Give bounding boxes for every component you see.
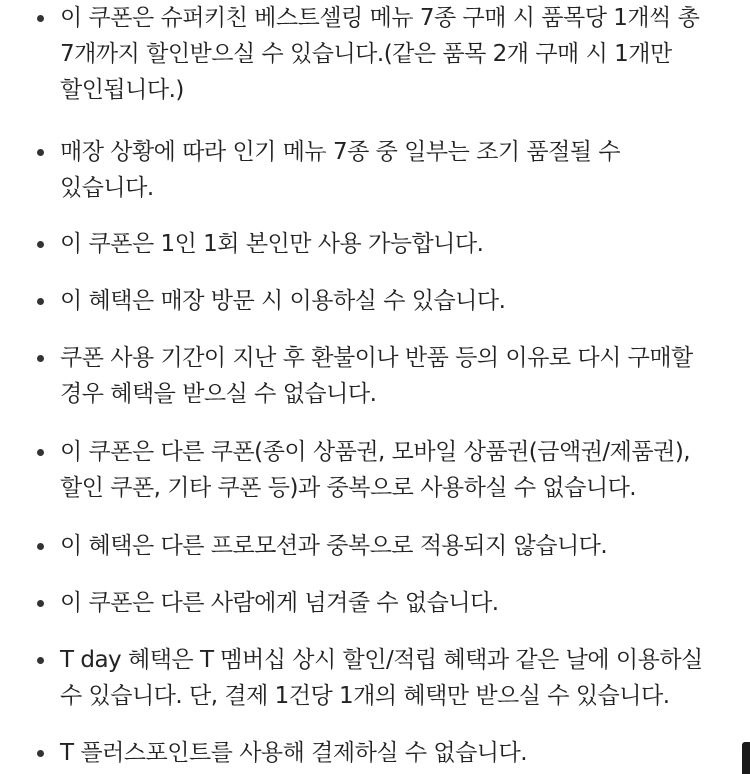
notice-item xyxy=(0,283,505,319)
bullet-icon xyxy=(37,543,44,550)
notice-text: 매장 상황에 따라 인기 메뉴 7종 중 일부는 조기 품절될 수 있습니다. xyxy=(60,139,621,201)
scrollbar-thumb[interactable] xyxy=(742,742,750,774)
notice-item xyxy=(0,0,712,108)
bullet-icon xyxy=(37,355,44,362)
notice-text: 쿠폰 사용 기간이 지난 후 환불이나 반품 등의 이유로 다시 구매할 경우 혜택을 받으실 수 없습니다. xyxy=(60,345,693,407)
notice-item xyxy=(0,340,712,412)
bullet-icon xyxy=(37,241,44,248)
notice-item xyxy=(0,226,483,262)
bullet-icon xyxy=(37,449,44,456)
notice-item xyxy=(0,642,712,714)
notice-item xyxy=(0,528,607,564)
notice-item xyxy=(0,585,499,621)
notice-text: 이 쿠폰은 슈퍼키친 베스트셀링 메뉴 7종 구매 시 품목당 1개씩 총 7개까지 할인받으실 수 있습니다.(같은 품목 2개 구매 시 1개만 할인됩니다.) xyxy=(60,5,700,103)
bullet-icon xyxy=(37,298,44,305)
bullet-icon xyxy=(37,149,44,156)
bullet-icon xyxy=(37,657,44,664)
notice-text: T 플러스포인트를 사용해 결제하실 수 없습니다. xyxy=(60,740,528,766)
bullet-icon xyxy=(37,600,44,607)
notice-text: 이 쿠폰은 다른 쿠폰(종이 상품권, 모바일 상품권(금액권/제품권), 할인 쿠폰, 기타 쿠폰 등)과 중복으로 사용하실 수 없습니다. xyxy=(60,439,691,501)
notice-text: 이 쿠폰은 1인 1회 본인만 사용 가능합니다. xyxy=(60,231,484,257)
notice-text: 이 혜택은 다른 프로모션과 중복으로 적용되지 않습니다. xyxy=(60,533,608,559)
notice-item xyxy=(0,434,712,506)
bullet-icon xyxy=(37,750,44,757)
bullet-icon xyxy=(37,15,44,22)
notice-text: T day 혜택은 T 멤버십 상시 할인/적립 혜택과 같은 날에 이용하실 수 있습니다. 단, 결제 1건당 1개의 혜택만 받으실 수 있습니다. xyxy=(60,647,703,709)
notice-text: 이 혜택은 매장 방문 시 이용하실 수 있습니다. xyxy=(60,288,506,314)
notice-item xyxy=(0,134,712,206)
notice-item xyxy=(0,735,527,771)
notice-text: 이 쿠폰은 다른 사람에게 넘겨줄 수 없습니다. xyxy=(60,590,499,616)
